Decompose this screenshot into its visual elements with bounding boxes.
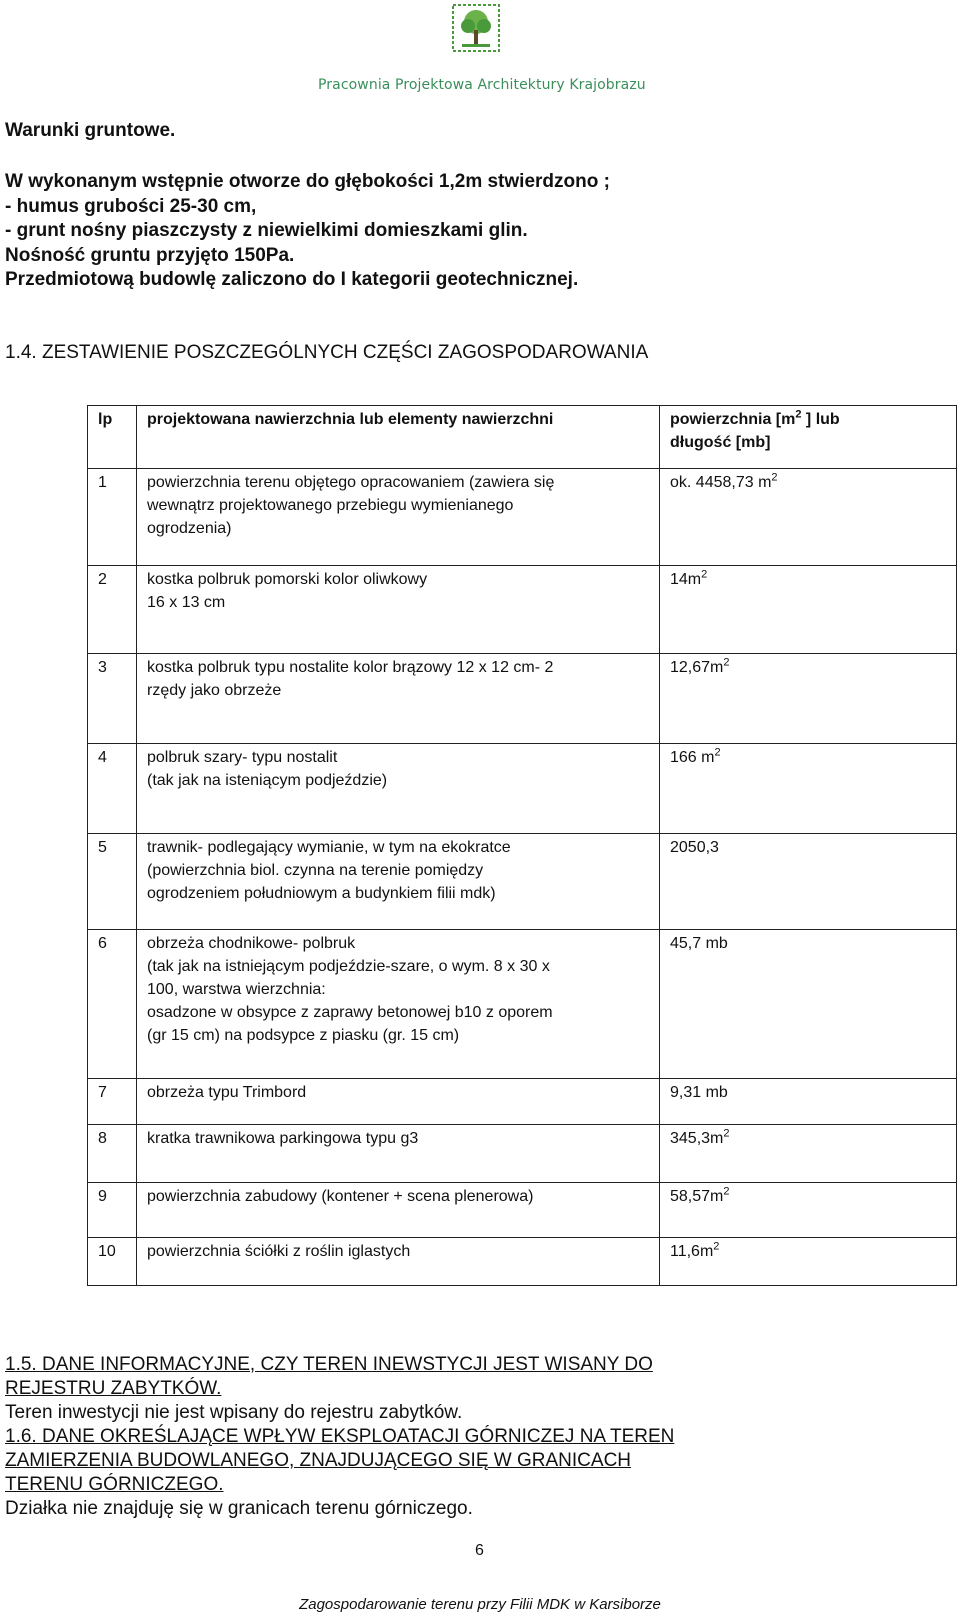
soil-line: - grunt nośny piaszczysty z niewielkimi domieszkami glin. bbox=[5, 220, 528, 241]
row-desc bbox=[137, 1079, 660, 1125]
desc-line: wewnątrz projektowanego przebiegu wymienianego bbox=[147, 497, 514, 514]
document-footer: Zagospodarowanie terenu przy Filii MDK w Karsiborze bbox=[299, 1596, 661, 1613]
desc-line: kostka polbruk typu nostalite kolor brązowy 12 x 12 cm- 2 bbox=[147, 659, 554, 676]
row-desc bbox=[137, 834, 660, 930]
table-row bbox=[88, 654, 957, 744]
row-lp: 8 bbox=[88, 1125, 137, 1183]
desc-line: trawnik- podlegający wymianie, w tym na ekokratce bbox=[147, 839, 511, 856]
section-1-5-title: 1.5. DANE INFORMACYJNE, CZY TEREN INEWSTYCJI JEST WISANY DO bbox=[5, 1354, 653, 1375]
surfaces-table bbox=[87, 405, 957, 1286]
desc-line: 100, warstwa wierzchnia: bbox=[147, 981, 326, 998]
section-1-6-text: Działka nie znajduję się w granicach terenu górniczego. bbox=[5, 1498, 473, 1519]
desc-line: obrzeża typu Trimbord bbox=[147, 1084, 307, 1101]
soil-description bbox=[5, 170, 610, 293]
page-number: 6 bbox=[475, 1542, 484, 1559]
row-area bbox=[660, 930, 957, 1079]
info-sections bbox=[5, 1353, 674, 1521]
area-header-sup: 2 bbox=[795, 408, 802, 421]
area-sup: 2 bbox=[771, 471, 778, 484]
area-header-part: powierzchnia [m bbox=[670, 411, 796, 428]
section-1-6-title: TERENU GÓRNICZEGO. bbox=[5, 1474, 224, 1495]
desc-line: osadzone w obsypce z zaprawy betonowej b10 z oporem bbox=[147, 1004, 553, 1021]
section-1-5-text: Teren inwestycji nie jest wpisany do rejestru zabytków. bbox=[5, 1402, 463, 1423]
section-1-6-title: ZAMIERZENIA BUDOWLANEGO, ZNAJDUJĄCEGO SIĘ W GRANICACH bbox=[5, 1450, 632, 1471]
desc-line: powierzchnia zabudowy (kontener + scena plenerowa) bbox=[147, 1188, 534, 1205]
desc-line: (tak jak na isteniącym podjeździe) bbox=[147, 772, 388, 789]
row-lp: 4 bbox=[88, 744, 137, 834]
row-desc bbox=[137, 1238, 660, 1286]
table-row bbox=[88, 1238, 957, 1286]
tree-logo-icon bbox=[452, 4, 500, 52]
area-value: 12,67m bbox=[670, 659, 724, 676]
table-header-row bbox=[88, 406, 957, 469]
area-value: 166 m bbox=[670, 749, 715, 766]
row-area bbox=[660, 469, 957, 566]
area-value: 58,57m bbox=[670, 1188, 724, 1205]
row-desc bbox=[137, 930, 660, 1079]
row-lp: 1 bbox=[88, 469, 137, 566]
row-area bbox=[660, 566, 957, 654]
area-value: 45,7 mb bbox=[670, 935, 728, 952]
area-sup: 2 bbox=[723, 656, 730, 669]
desc-line: rzędy jako obrzeże bbox=[147, 682, 282, 699]
desc-line: ogrodzeniem południowym a budynkiem filii mdk) bbox=[147, 885, 496, 902]
desc-line: polbruk szary- typu nostalit bbox=[147, 749, 338, 766]
area-value: 14m bbox=[670, 571, 702, 588]
col-lp-header: lp bbox=[88, 406, 137, 469]
row-desc bbox=[137, 1183, 660, 1238]
row-desc bbox=[137, 1125, 660, 1183]
soil-line: Nośność gruntu przyjęto 150Pa. bbox=[5, 244, 295, 266]
area-value: 9,31 mb bbox=[670, 1084, 728, 1101]
row-area bbox=[660, 834, 957, 930]
row-lp: 6 bbox=[88, 930, 137, 1079]
table-row bbox=[88, 834, 957, 930]
row-desc bbox=[137, 654, 660, 744]
section-1-6-title: 1.6. DANE OKREŚLAJĄCE WPŁYW EKSPLOATACJI GÓRNICZEJ NA TEREN bbox=[5, 1426, 675, 1447]
row-area bbox=[660, 744, 957, 834]
desc-line: powierzchnia ściółki z roślin iglastych bbox=[147, 1243, 411, 1260]
table-row bbox=[88, 930, 957, 1079]
desc-line: powierzchnia terenu objętego opracowaniem (zawiera się bbox=[147, 474, 555, 491]
soil-line: - humus grubości 25-30 cm, bbox=[5, 195, 257, 217]
col-area-header bbox=[660, 406, 957, 469]
section-1-5-title: REJESTRU ZABYTKÓW. bbox=[5, 1378, 222, 1399]
area-sup: 2 bbox=[701, 568, 708, 581]
table-row bbox=[88, 744, 957, 834]
table-row bbox=[88, 1183, 957, 1238]
row-desc bbox=[137, 566, 660, 654]
area-header-part: długość [mb] bbox=[670, 434, 771, 451]
row-area bbox=[660, 1125, 957, 1183]
row-lp: 2 bbox=[88, 566, 137, 654]
soil-line: W wykonanym wstępnie otworze do głębokości 1,2m stwierdzono ; bbox=[5, 171, 610, 192]
row-lp: 10 bbox=[88, 1238, 137, 1286]
desc-line: kratka trawnikowa parkingowa typu g3 bbox=[147, 1130, 419, 1147]
row-desc bbox=[137, 744, 660, 834]
row-area bbox=[660, 1183, 957, 1238]
desc-line: kostka polbruk pomorski kolor oliwkowy bbox=[147, 571, 428, 588]
area-value: 2050,3 bbox=[670, 839, 719, 856]
row-area bbox=[660, 1079, 957, 1125]
row-lp: 3 bbox=[88, 654, 137, 744]
soil-line: Przedmiotową budowlę zaliczono do I kategorii geotechnicznej. bbox=[5, 269, 579, 290]
company-name: Pracownia Projektowa Architektury Krajobrazu bbox=[318, 77, 646, 93]
row-lp: 5 bbox=[88, 834, 137, 930]
table-row bbox=[88, 469, 957, 566]
section-1-4-title: 1.4. ZESTAWIENIE POSZCZEGÓLNYCH CZĘŚCI ZAGOSPODAROWANIA bbox=[5, 342, 649, 363]
desc-line: obrzeża chodnikowe- polbruk bbox=[147, 935, 356, 952]
row-lp: 9 bbox=[88, 1183, 137, 1238]
area-sup: 2 bbox=[723, 1127, 730, 1140]
desc-line: (tak jak na istniejącym podjeździe-szare, o wym. 8 x 30 x bbox=[147, 958, 550, 975]
table-row bbox=[88, 566, 957, 654]
table-row bbox=[88, 1079, 957, 1125]
row-lp: 7 bbox=[88, 1079, 137, 1125]
row-area bbox=[660, 654, 957, 744]
col-desc-header: projektowana nawierzchnia lub elementy nawierzchni bbox=[137, 406, 660, 469]
desc-line: ogrodzenia) bbox=[147, 520, 232, 537]
area-sup: 2 bbox=[713, 1240, 720, 1253]
area-sup: 2 bbox=[714, 746, 721, 759]
desc-line: (powierzchnia biol. czynna na terenie pomiędzy bbox=[147, 862, 484, 879]
area-value: 11,6m bbox=[670, 1243, 714, 1260]
area-value: 345,3m bbox=[670, 1130, 724, 1147]
area-sup: 2 bbox=[723, 1185, 730, 1198]
table-row bbox=[88, 1125, 957, 1183]
row-area bbox=[660, 1238, 957, 1286]
desc-line: 16 x 13 cm bbox=[147, 594, 226, 611]
area-header-part: ] lub bbox=[801, 411, 840, 428]
area-value: ok. 4458,73 m bbox=[670, 474, 772, 491]
row-desc bbox=[137, 469, 660, 566]
desc-line: (gr 15 cm) na podsypce z piasku (gr. 15 cm) bbox=[147, 1027, 460, 1044]
soil-section-title: Warunki gruntowe. bbox=[5, 120, 176, 141]
